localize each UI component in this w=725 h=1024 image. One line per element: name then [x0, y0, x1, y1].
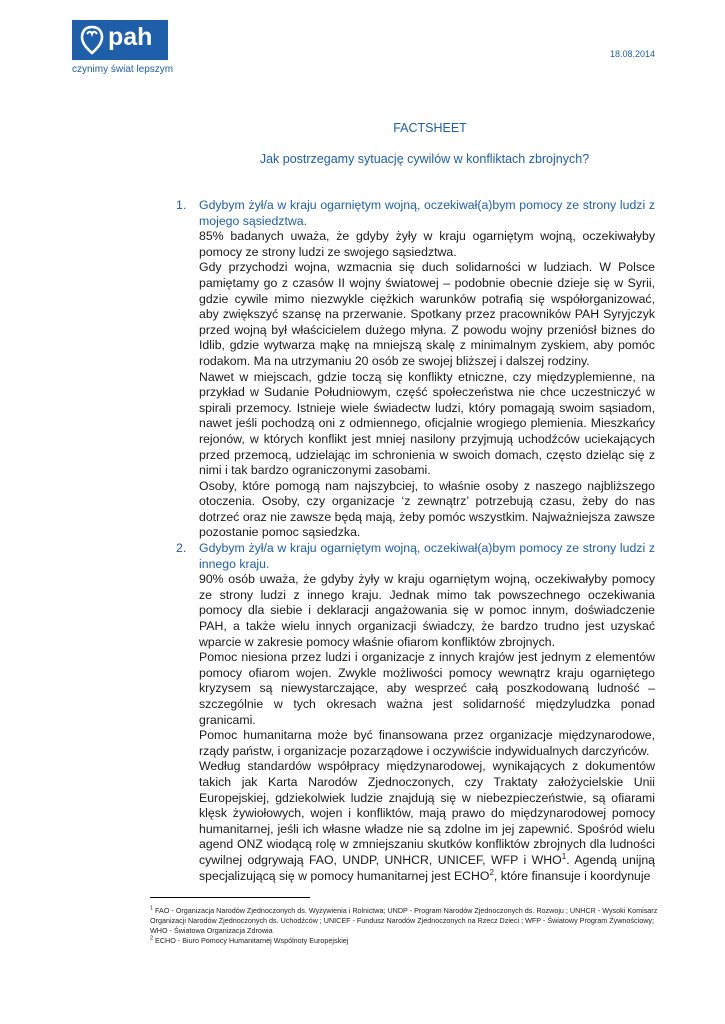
section-1-body [176, 229, 655, 541]
section-2-number: 2. [176, 541, 187, 556]
section-1 [176, 198, 655, 541]
footnotes [150, 906, 660, 946]
footnote-divider [150, 897, 310, 898]
document-label: FACTSHEET [393, 121, 467, 135]
footnote-ref-2[interactable]: 2 [489, 867, 494, 877]
section-2-body [176, 572, 655, 884]
section-1-heading-text: Gdybym żył/a w kraju ogarniętym wojną, oczekiwał(a)bym pomocy ze strony ludzi z mojego sąsiedztwa. [199, 198, 655, 228]
paragraph-text: , które finansuje i koordynuje [493, 868, 651, 883]
section-1-number: 1. [176, 198, 187, 212]
paragraph-with-footnotes [199, 759, 655, 884]
document-body [176, 198, 655, 884]
paragraph-text: . Agendą unijną specjalizującą się w pomocy humanitarnej jest ECHO [199, 852, 655, 883]
section-2-heading-text: Gdybym żył/a w kraju ogarniętym wojną, oczekiwał(a)bym pomocy ze strony ludzi z innego kraju. [199, 541, 655, 571]
logo-text: pah [108, 23, 153, 51]
paragraph: Pomoc niesiona przez ludzi i organizacje z innych krajów jest jednym z elementów pomocy ofiarom wojen. Zwykle możliwości pomocy wewnątrz kraju ogarniętego kryzysem są niewystarczające, aby wesprzeć całą poszkodowaną ludność – szczególnie w tych okresach ważna jest solidarność międzyludzka ponad granicami. [199, 650, 655, 727]
footnote-2 [150, 936, 660, 946]
footnote-1-text: FAO - Organizacja Narodów Zjednoczonych ds. Wyżywienia i Rolnictwa; UNDP - Program Narodów Zjednoczonych ds. Rozwoju ; UNHCR - Wysoki Komisarz Organizacji Narodów Zjednoczonych ds. Uchodźców ; UNICEF - Fundusz Narodów Zjednoczonych na Rzecz Dzieci ; WFP - Światowy Program Żywnościowy; WHO - Światowa Organizacja Zdrowia [150, 906, 658, 935]
footnote-1 [150, 906, 660, 936]
footnote-2-marker: 2 [150, 935, 154, 942]
section-2-heading [176, 541, 655, 572]
paragraph: Nawet w miejscach, gdzie toczą się konflikty etniczne, czy międzyplemienne, na przykład w Sudanie Południowym, część społeczeństwa nie chce uczestniczyć w spirali przemocy. Istnieje wiele świadectw ludzi, który pomagają swoim sąsiadom, nawet jeśli pochodzą oni z odmiennego, oficjalnie wrogiego plemienia. Mieszkańcy rejonów, w których konflikt jest mniej nasilony przyjmują uchodźców uciekających przed przemocą, udzielając im schronienia w swoich domach, często dzieląc się z nimi i tak bardzo ograniczonymi zasobami. [199, 369, 655, 478]
footnote-ref-1[interactable]: 1 [561, 851, 567, 861]
paragraph: Osoby, które pomogą nam najszybciej, to właśnie osoby z naszego najbliższego otoczenia. Osoby, czy organizacje ‘z zewnątrz’ potrzebują czasu, żeby do nas dotrzeć oraz nie zawsze będą mają, żeby pomóc wszystkim. Najważniejsza zawsze pozostanie pomoc sąsiedzka. [199, 478, 655, 540]
footnote-2-text: ECHO - Biuro Pomocy Humanitarnej Wspólnoty Europejskiej [153, 936, 349, 945]
logo-tagline: czynimy świat lepszym [72, 64, 174, 75]
paragraph: Gdy przychodzi wojna, wzmacnia się duch solidarności w ludziach. W Polsce pamiętamy go z czasów II wojny światowej – podobnie obecnie dzieje się w Syrii, gdzie cywile mimo niezwykle ciężkich warunków potrafią się współorganizować, aby zwiększyć szansę na przerwanie. Spotkany przez pracowników PAH Syryjczyk przed wojną był właścicielem dużego młyna. Z powodu wojny przeniósł biznes do Idlib, gdzie wytwarza mąkę na mniejszą skalę z minimalnym zyskiem, aby pomóc rodakom. Ma na utrzymaniu 20 osób ze swojej bliższej i dalszej rodziny. [199, 260, 655, 368]
heart-drop-icon [78, 25, 106, 55]
pah-logo [72, 20, 168, 60]
section-1-heading [176, 198, 655, 229]
section-2 [176, 541, 655, 884]
document-subtitle: Jak postrzegamy sytuację cywilów w konfliktach zbrojnych? [259, 152, 590, 166]
paragraph: 85% badanych uważa, że gdyby żyły w kraju ogarniętym wojną, oczekiwałyby pomocy ze strony ludzi ze swojego sąsiedztwa. [199, 229, 655, 259]
document-date: 18.08.2014 [609, 49, 655, 59]
paragraph: Pomoc humanitarna może być finansowana przez organizacje międzynarodowe, rządy państw, i organizacje pozarządowe i oczywiście indywidualnych darczyńców. [199, 728, 655, 758]
paragraph-text: Według standardów współpracy międzynarodowej, wynikających z dokumentów takich jak Karta Narodów Zjednoczonych, czy Traktaty założycielskie Unii Europejskiej, gdziekolwiek ludzie znajdują się w niebezpieczeństwie, są ofiarami klęsk żywiołowych, wojen i konfliktów, mają prawo do międzynarodowej pomocy humanitarnej, jeśli ich własne władze nie są zdolne im jej zapewnić. Spośród wielu agend ONZ wiodącą rolę w zmniejszaniu skutków konfliktów zbrojnych dla ludności cywilnej odgrywają FAO, UNDP, UNHCR, UNICEF, WFP i WHO [199, 759, 655, 867]
paragraph: 90% osób uważa, że gdyby żyły w kraju ogarniętym wojną, oczekiwałyby pomocy ze strony ludzi z innego kraju. Jednak mimo tak powszechnego oczekiwania pomocy dla siebie i deklaracji angażowania się w pomoc innym, doświadczenie PAH, a także wielu innych organizacji świadczy, że bardzo trudno jest uzyskać wparcie w zakresie pomocy właśnie ofiarom konfliktów zbrojnych. [199, 572, 655, 649]
footnote-1-marker: 1 [150, 905, 154, 912]
